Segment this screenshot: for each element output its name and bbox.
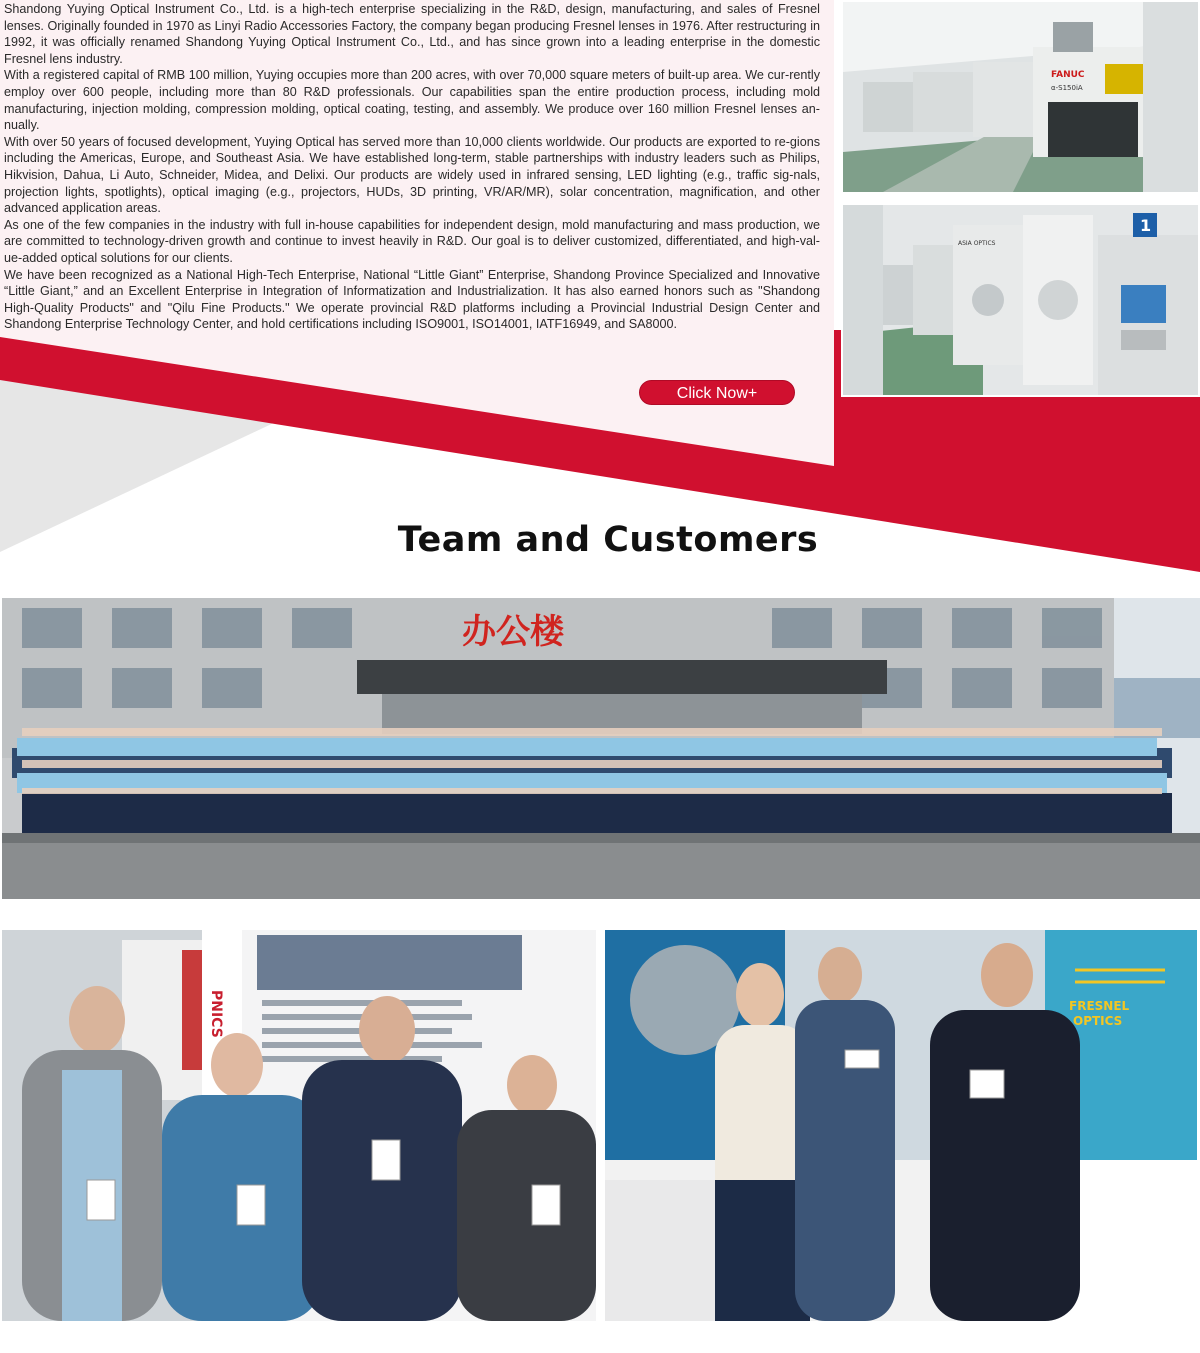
machine-model-text: α-S150iA	[1051, 84, 1083, 92]
intro-paragraph-2: With a registered capital of RMB 100 million, Yuying occupies more than 200 acres, with over 70,000 square meters of built-up area. We cur-rently employ over 600 people, including more than 80 R&D professionals. Our capabilities span the entire production process, including mold manufacturing, injection molding, compression molding, optical coating, testing, and assembly. We produce over 160 million Fresnel lenses an-nually.	[4, 68, 820, 133]
expo-customers-photo	[2, 930, 596, 1321]
panel-number-text: 1	[1140, 216, 1152, 235]
click-now-button[interactable]: Click Now+	[639, 380, 795, 405]
factory-photo-injection-molding	[841, 0, 1200, 194]
team-group-photo	[2, 598, 1200, 899]
intro-paragraph-5: We have been recognized as a National High-Tech Enterprise, National “Little Giant” Enterprise, Shandong Province Specialized and Innovative “Little Giant,” and an Excellent Enterprise in Integration of Informatization and Industrialization. It has also earned honors such as "Shandong High-Quality Products" and "Qilu Fine Products." We operate provincial R&D platforms including a Provincial Industrial Design Center and Shandong Enterprise Technology Center, and hold certifications including ISO9001, ISO14001, IATF16949, and SA8000.	[4, 267, 820, 332]
intro-paragraph-3: With over 50 years of focused development, Yuying Optical has served more than 10,000 clients worldwide. Our products are exported to re-gions including the Americas, Europe, and Southeast Asia. We have established long-term, stable partnerships with industry leaders such as Philips, Hikvision, Dahua, Li Auto, Schneider, Midea, and Delixi. Our products are widely used in infrared sensing, LED lighting (e.g., traffic sig-nals, projection lights, spotlights), optical imaging (e.g., projectors, HUDs, 3D printing, VR/AR/MR), solar concentration, magnification, and other advanced application areas.	[4, 134, 820, 216]
booth-sign-line2: OPTICS	[1073, 1014, 1123, 1028]
coating-brand-text: ASIA OPTICS	[958, 240, 996, 247]
company-introduction	[4, 1, 820, 333]
booth-sign-line1: FRESNEL	[1069, 999, 1130, 1013]
building-sign-text: 办公楼	[462, 612, 564, 652]
booth-text: PNICS	[208, 990, 224, 1038]
factory-photo-coating	[841, 203, 1200, 397]
machine-brand-text: FANUC	[1051, 70, 1085, 80]
section-title: Team and Customers	[397, 520, 819, 560]
booth-customers-photo	[605, 930, 1197, 1321]
intro-paragraph-4: As one of the few companies in the industry with full in-house capabilities for independent design, mold manufacturing and mass production, we are committed to technology-driven growth and continue to invest heavily in R&D. Our goal is to deliver customized, differentiated, and high-val-ue-added optical solutions for our clients.	[4, 217, 820, 265]
intro-paragraph-1: Shandong Yuying Optical Instrument Co., Ltd. is a high-tech enterprise specializing in the R&D, design, manufacturing, and sales of Fresnel lenses. Originally founded in 1970 as Linyi Radio Accessories Factory, the company began producing Fresnel lenses in 1976. After restructuring in 1992, it was officially renamed Shandong Yuying Optical Instrument Co., Ltd., and has since grown into a leading enterprise in the domestic Fresnel lens industry.	[4, 2, 820, 66]
